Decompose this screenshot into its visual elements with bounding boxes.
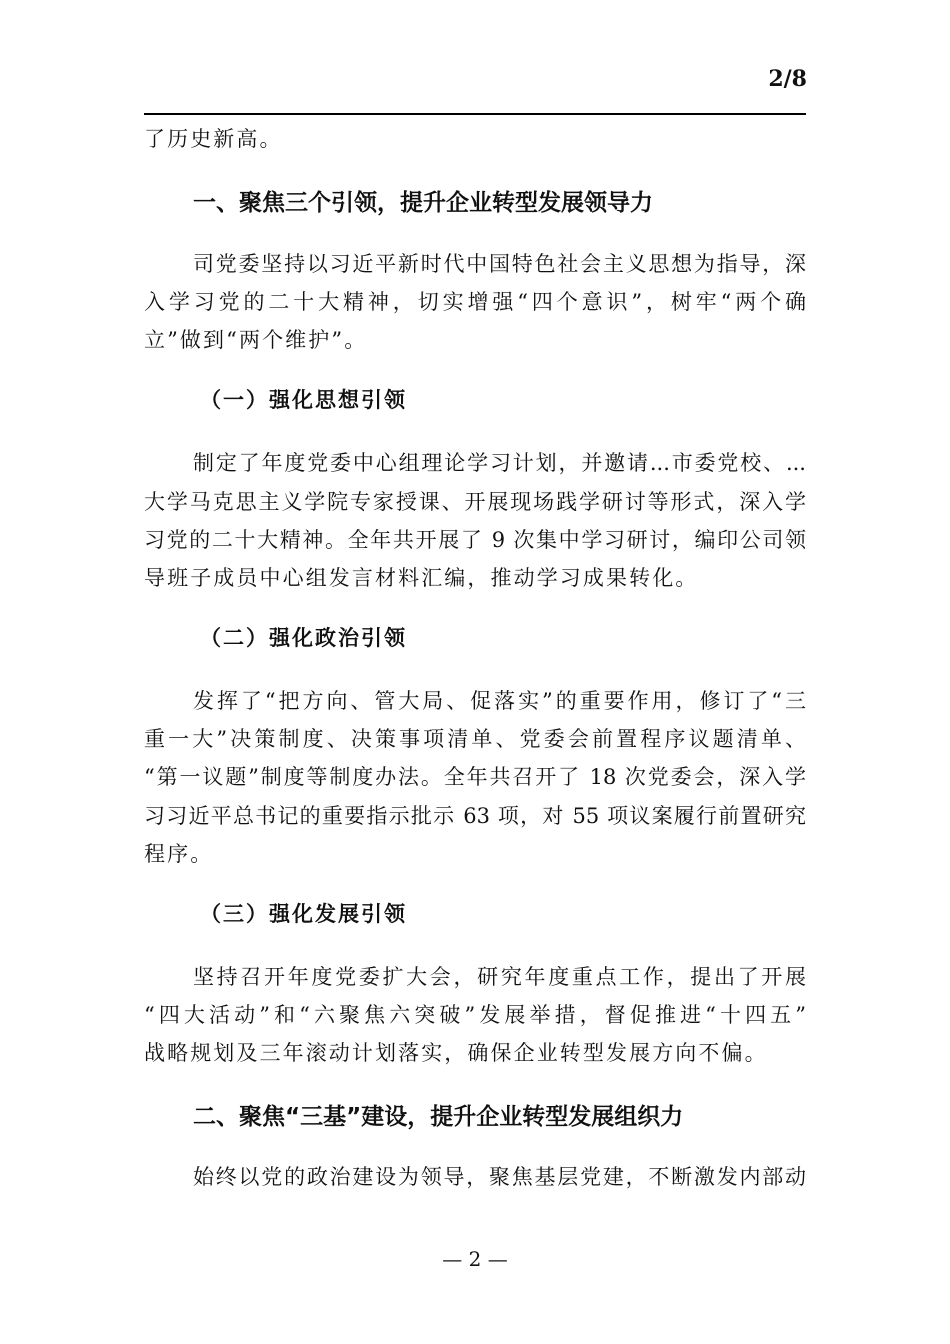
subsection-heading-2: （二）强化政治引领	[200, 626, 407, 650]
body-line: 发挥了“把方向、管大局、促落实”的重要作用，修订了“三	[193, 689, 806, 713]
body-line: 习习近平总书记的重要指示批示 63 项，对 55 项议案履行前置研究	[144, 804, 806, 828]
header-rule	[144, 113, 806, 115]
body-line: 始终以党的政治建设为领导，聚焦基层党建，不断激发内部动	[193, 1165, 806, 1189]
body-line: 立”做到“两个维护”。	[144, 328, 368, 352]
body-line: 了历史新高。	[144, 127, 283, 151]
body-line: 战略规划及三年滚动计划落实，确保企业转型发展方向不偏。	[144, 1041, 768, 1065]
body-line: 导班子成员中心组发言材料汇编，推动学习成果转化。	[144, 566, 699, 590]
page-indicator: 2/8	[768, 66, 807, 92]
body-line: 制定了年度党委中心组理论学习计划，并邀请...市委党校、...	[193, 451, 806, 475]
body-line: 重一大”决策制度、决策事项清单、党委会前置程序议题清单、	[144, 727, 806, 751]
section-heading-2: 二、聚焦“三基”建设，提升企业转型发展组织力	[193, 1104, 684, 1130]
subsection-heading-3: （三）强化发展引领	[200, 902, 407, 926]
body-line: 入学习党的二十大精神，切实增强“四个意识”，树牢“两个确	[144, 290, 806, 314]
body-line: 坚持召开年度党委扩大会，研究年度重点工作，提出了开展	[193, 965, 806, 989]
body-line: 习党的二十大精神。全年共开展了 9 次集中学习研讨，编印公司领	[144, 528, 806, 552]
body-line: “四大活动”和“六聚焦六突破”发展举措，督促推进“十四五”	[144, 1003, 806, 1027]
subsection-heading-1: （一）强化思想引领	[200, 388, 407, 412]
body-line: 大学马克思主义学院专家授课、开展现场践学研讨等形式，深入学	[144, 490, 806, 514]
section-heading-1: 一、聚焦三个引领，提升企业转型发展领导力	[193, 190, 653, 216]
body-line: 司党委坚持以习近平新时代中国特色社会主义思想为指导，深	[193, 252, 806, 276]
footer-page-number: — 2 —	[442, 1247, 508, 1271]
body-line: “第一议题”制度等制度办法。全年共召开了 18 次党委会，深入学	[144, 765, 806, 789]
body-line: 程序。	[144, 842, 214, 866]
